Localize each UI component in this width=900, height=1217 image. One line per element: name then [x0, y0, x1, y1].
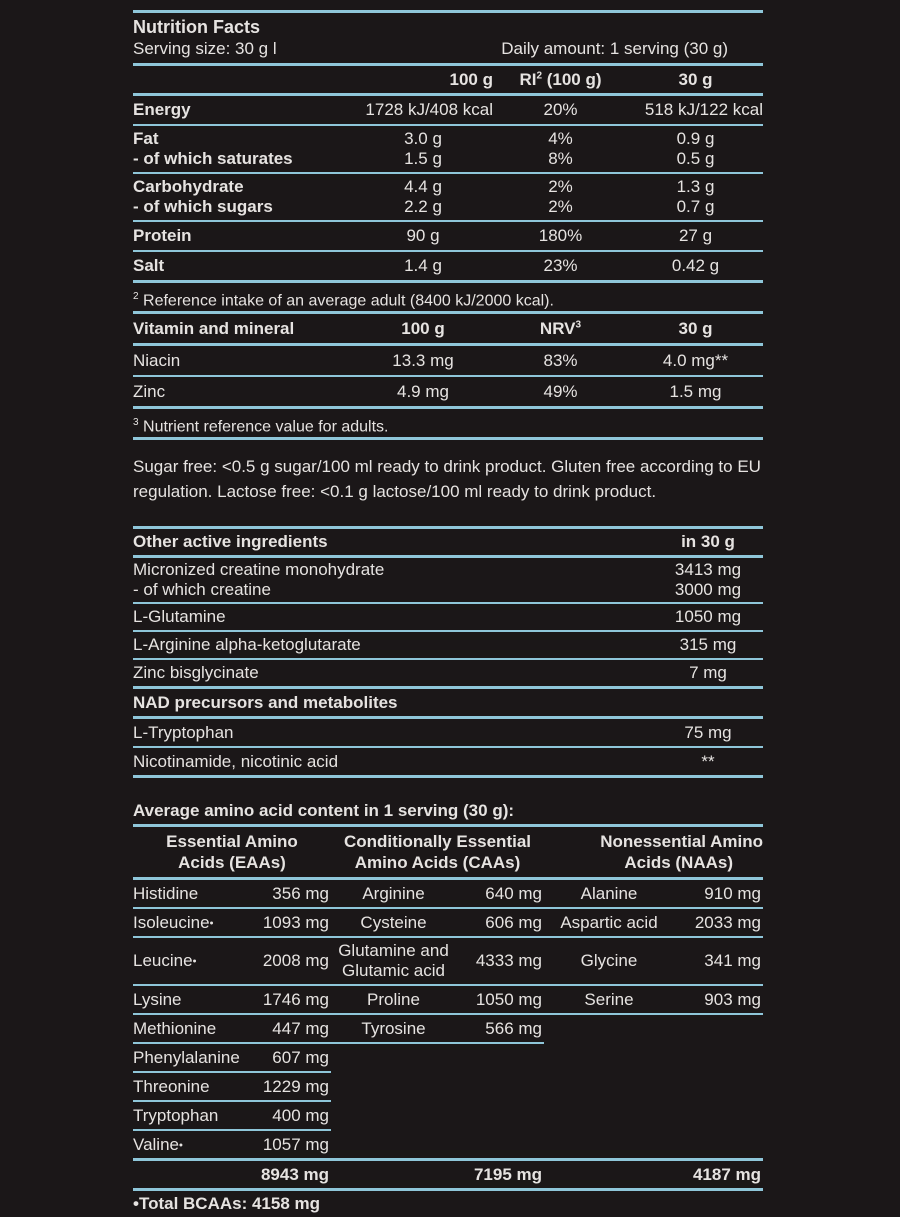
bcaa-bullet-icon: • [209, 917, 214, 930]
total-bcaas: •Total BCAAs: 4158 mg [133, 1194, 321, 1213]
nad-row: L-Tryptophan 75 mg [133, 722, 732, 742]
nutrition-title: Nutrition Facts [133, 17, 261, 37]
header-ri: $RI^2$ (100 g) [519, 69, 602, 89]
totals-row [133, 1160, 763, 1190]
amino-header-row: Essential Amino Acids (EAAs) Conditionally Essential Amino Acids (CAAs) Nonessential Amino Acids (NAAs) [133, 827, 763, 879]
ingredients-header: Other active ingredients in 30 g [133, 532, 735, 551]
bcaa-bullet-icon: • [179, 1139, 183, 1152]
ingredient-row: Zinc bisglycinate 7 mg [133, 663, 727, 682]
nutrition-label [133, 0, 763, 1217]
table-row: Isoleucine• 1093 mg Cysteine 606 mg Aspartic acid 2033 mg [133, 908, 763, 937]
table-row: Tryptophan 400 mg [133, 1101, 763, 1130]
header-30g: 30 g [678, 69, 713, 89]
table-row: Methionine 447 mg Tyrosine 566 mg [133, 1014, 763, 1043]
vitamin-row-niacin: Niacin 13.3 mg 83% 4.0 mg** [133, 350, 729, 370]
vitamin-row-zinc: Zinc 4.9 mg 49% 1.5 mg [133, 381, 722, 401]
top-border [133, 10, 763, 13]
eaa-total: 8943 mg [245, 1160, 331, 1190]
table-row: Valine• 1057 mg [133, 1130, 763, 1160]
ingredient-row: L-Glutamine 1050 mg [133, 607, 742, 626]
ingredient-row-creatine: Micronized creatine monohydrate 3413 mg - of which creatine 3000 mg [133, 560, 742, 599]
naa-total: 4187 mg [674, 1160, 763, 1190]
nutrient-row-protein: Protein 90 g 180% 27 g [133, 226, 713, 245]
nrv-footnote: $^3$ Nutrient reference value for adults. [133, 417, 389, 436]
nutrient-row-energy: Energy 1728 kJ/408 kcal 20% 518 kJ/122 kcal [133, 100, 763, 119]
free-from-text: Sugar free: <0.5 g sugar/100 ml ready to drink product. Gluten free according to EU regulation. Lactose free: <0.1 g lactose/100 ml ready to drink product. [133, 457, 761, 501]
header-100g: 100 g [449, 69, 493, 89]
bcaa-bullet-icon: • [192, 955, 197, 968]
ri-footnote: $^2$ Reference intake of an average adult (8400 kJ/2000 kcal). [133, 291, 554, 310]
amino-acid-table [133, 827, 763, 1191]
nutrient-row-fat: Fat 3.0 g 4% 0.9 g - of which saturates 1.5 g 8% 0.5 g [133, 129, 715, 168]
serving-size: Serving size: 30 g l [133, 39, 277, 58]
nad-header: NAD precursors and metabolites [133, 693, 398, 712]
amino-title: Average amino acid content in 1 serving (30 g): [133, 801, 515, 820]
daily-amount: Daily amount: 1 serving (30 g) [501, 39, 728, 58]
table-row: Threonine 1229 mg [133, 1072, 763, 1101]
ingredient-row: L-Arginine alpha-ketoglutarate 315 mg [133, 635, 737, 654]
nad-row: Nicotinamide, nicotinic acid ** [133, 751, 715, 771]
nutrient-row-salt: Salt 1.4 g 23% 0.42 g [133, 256, 720, 275]
table-row: Lysine 1746 mg Proline 1050 mg Serine 903 mg [133, 985, 763, 1014]
table-row: Phenylalanine 607 mg [133, 1043, 763, 1072]
caa-total: 7195 mg [456, 1160, 544, 1190]
table-row: Histidine 356 mg Arginine 640 mg Alanine 910 mg [133, 879, 763, 909]
nutrient-row-carbohydrate: Carbohydrate 4.4 g 2% 1.3 g - of which sugars 2.2 g 2% 0.7 g [133, 177, 715, 216]
vitamin-header: Vitamin and mineral 100 g NRV$^3$ 30 g [133, 318, 713, 338]
table-row: Leucine• 2008 mg Glutamine and Glutamic acid 4333 mg Glycine 341 mg [133, 937, 763, 985]
